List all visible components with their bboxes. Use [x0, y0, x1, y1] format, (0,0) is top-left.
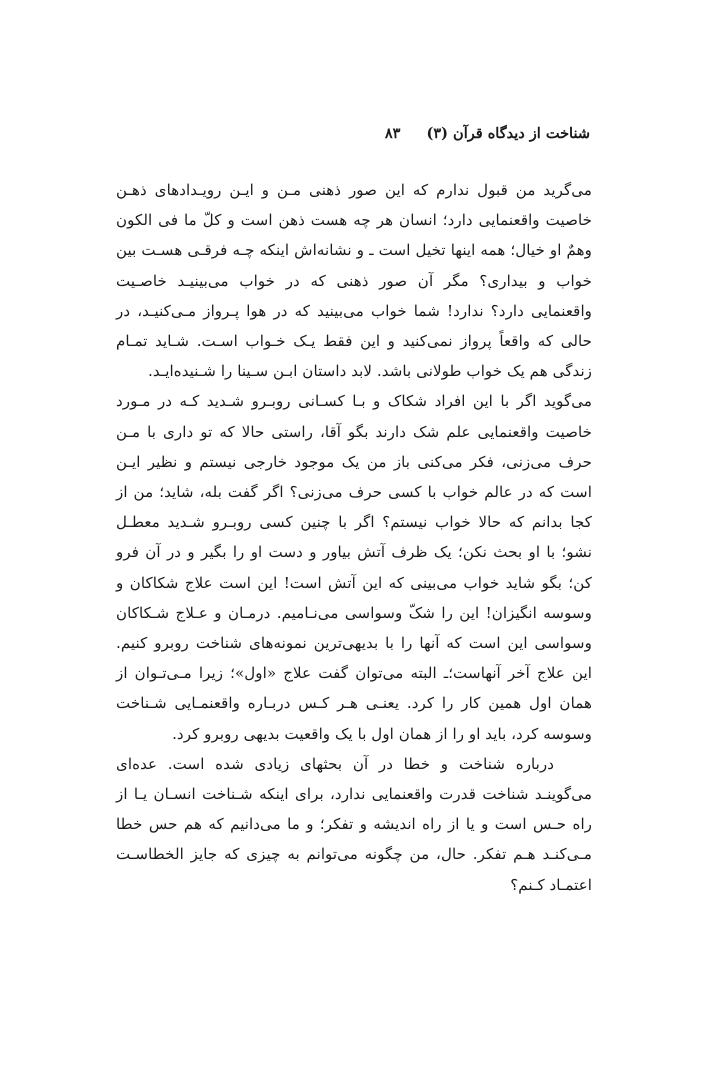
paragraph: درباره شناخت و خطا در آن بحثهای زیادی شده است. عده‌ای می‌گوینـد شناخت قدرت واقعنمایی ندارد، برای اینکه شـناخت انسـان یـا از راه حـس است و یا از راه اندیشه و تفکر؛ و ما می‌دانیم که هم حس خطا مـی‌کنـد هـم تفکر. حال، من چگونه می‌توانم به چیزی که جایز الخطاسـت اعتمـاد کـنم؟: [116, 754, 592, 894]
paragraph: می‌گوید اگر با این افراد شکاک و بـا کسـانی روبـرو شـدید کـه در مـورد خاصیت واقعنمایی علم شک دارند بگو آقا، راستی حالا که تو داری با مـن حرف می‌زنی، فکر می‌کنی باز من یک موجود خارجی نیستم و نظیر ایـن است که در عالم خواب با کسی حرف می‌زنی؟ اگر گفت بله، شاید؛ من از کجا بدانم که حالا خواب نیستم؟ اگر با چنین کسی روبـرو شـدید معطـل نشو؛ با او بحث نکن؛ یک ظرف آتش بیاور و دست او را بگیر و در آن فرو کن؛ بگو شاید خواب می‌بینی که این آتش است! این است علاج شکاکان و وسوسه انگیزان! این را شکّ وسواسی می‌نـامیم. درمـان و عـلاج شـکاکان وسواسی این است که آنها را با بدیهی‌ترین نمونه‌های شناخت روبرو کنیم. این علاج آخر آنهاست؛ـ البته می‌توان گفت علاج «اول»؛ زیرا مـی‌تـوان از همان اول همین کار را کرد. یعنـی هـر کـس دربـاره واقعنمـایی شـناخت وسوسه کرد، باید او را از همان اول با یک واقعیت بدیهی روبرو کرد.: [116, 392, 592, 743]
body-text: [116, 175, 592, 900]
page-number: ۸۳: [384, 124, 401, 142]
running-header: [118, 120, 590, 146]
paragraph: می‌گرید من قبول ندارم که این صور ذهنی مـن و ایـن رویـدادهای ذهـن خاصیت واقعنمایی دارد؛ انسان هر چه هست ذهن است و کلّ ما فی الکون وهمٌ او خیال؛ همه اینها تخیل است ـ و نشانه‌اش اینکه چـه فرقـی هسـت بین خواب و بیداری؟ مگر آن صور ذهنی که در خواب می‌بینیـد خاصـیت واقعنمایی دارد؟ ندارد! شما خواب می‌بینید که در هوا پـرواز مـی‌کنیـد، در حالی که واقعاً پرواز نمی‌کنید و این فقط یـک خـواب اسـت. شـاید تمـام زندگی هم یک خواب طولانی باشد. لابد داستان ابـن سـینا را شـنیده‌ایـد.: [116, 181, 592, 381]
chapter-title: شناخت از دیدگاه قرآن (۳): [426, 124, 590, 142]
